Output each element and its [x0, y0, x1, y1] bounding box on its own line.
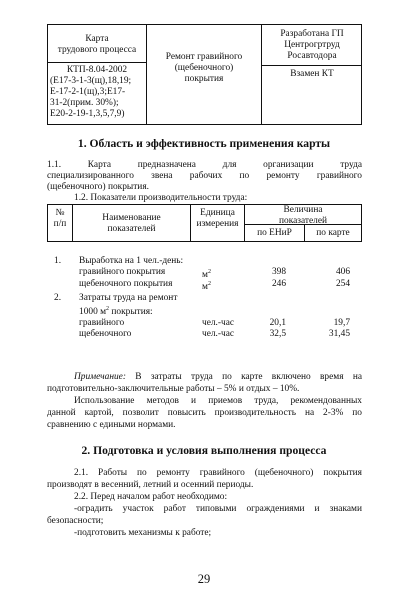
replaces: Взамен КТ: [290, 69, 334, 79]
section-2-line: 2.2. Перед началом работ необходимо:: [74, 492, 228, 502]
row-unit: $м^2$: [202, 269, 211, 281]
paragraph-1-1-line: 1.1. Карта предназначена для организации труда: [47, 160, 362, 170]
page-number: 29: [197, 572, 211, 586]
section-1-heading: 1. Область и эффективность применения карты: [77, 137, 331, 150]
col-value: Величина показателей: [278, 205, 327, 226]
row-label: гравийного покрытия: [79, 267, 166, 277]
row-value-card: 254: [335, 279, 350, 289]
note-label: Примечание:: [74, 372, 126, 382]
row-value-card: 406: [335, 267, 350, 277]
row-label: Выработка на 1 чел.-день:: [79, 256, 184, 266]
row-value-enir: 246: [271, 279, 286, 289]
row-label: щебеночного покрытия: [79, 279, 173, 289]
developer: Разработана ГП Центрогртруд Росавтодора: [280, 29, 344, 61]
col-card: по карте: [316, 228, 350, 238]
row-value-card: 31,45: [328, 329, 350, 339]
row-label: щебеночного: [79, 329, 132, 339]
note-line: данной картой, позволит повысить производительность на 2-3% по: [47, 408, 362, 418]
section-2-line: производят в весенний, летний и осенний периоды.: [47, 480, 254, 490]
section-2-line: -оградить участок работ типовыми ограждениями и знаками: [74, 504, 362, 514]
card-code: КТП-8.04-2002 (Е17-3-1-3(щ),18,19; Е-17-2-1(щ),3;Е17- 31-2(прим. 30%); Е20-2-19-1,3,5,7,9): [50, 65, 132, 119]
col-number: № п/п: [53, 208, 67, 229]
section-2-line: безопасности;: [47, 516, 104, 526]
indicators-table-header: [47, 204, 362, 242]
section-2-line: 2.1. Работы по ремонту гравийного (щебеночного) покрытия: [74, 468, 362, 478]
row-value-enir: 398: [271, 267, 286, 277]
card-label: Карта трудового процесса: [57, 34, 137, 55]
col-name: Наименование показателей: [102, 213, 161, 234]
section-2-line: -подготовить механизмы к работе;: [74, 528, 212, 538]
col-enir: по ЕНиР: [257, 228, 292, 238]
card-title: Ремонт гравийного (щебеночного) покрытия: [165, 52, 243, 84]
row-label: гравийного: [79, 318, 125, 328]
row-unit: $м^2$: [202, 281, 211, 293]
row-label: Затраты труда на ремонт: [79, 293, 178, 303]
paragraph-1-2: 1.2. Показатели производительности труда:: [74, 193, 248, 203]
note-line: сравнению с едиными нормами.: [47, 420, 176, 430]
paragraph-1-1-line: специализированного звена рабочих по ремонту гравийного: [47, 171, 362, 181]
row-value-enir: 32,5: [269, 329, 286, 339]
section-2-heading: 2. Подготовка и условия выполнения процесса: [81, 444, 327, 457]
row-value-card: 19,7: [333, 318, 350, 328]
note-line: подготовительно-заключительные работы – 5% и отдых – 10%.: [47, 384, 300, 394]
col-unit: Единица измерения: [196, 208, 239, 229]
row-unit: чел.-час: [202, 329, 235, 339]
row-value-enir: 20,1: [269, 318, 286, 328]
paragraph-1-1-line: (щебеночного) покрытия.: [47, 182, 149, 192]
row-label: 1000 $м^2$ покрытия:: [79, 306, 153, 318]
note-line: Примечание: В затраты труда по карте включено время на: [74, 372, 362, 382]
row-unit: чел.-час: [202, 318, 235, 328]
row-number: 2.: [54, 293, 62, 303]
note-line: Использование методов и приемов труда, рекомендованных: [74, 396, 362, 406]
row-number: 1.: [54, 256, 62, 266]
header-table: [47, 24, 362, 125]
